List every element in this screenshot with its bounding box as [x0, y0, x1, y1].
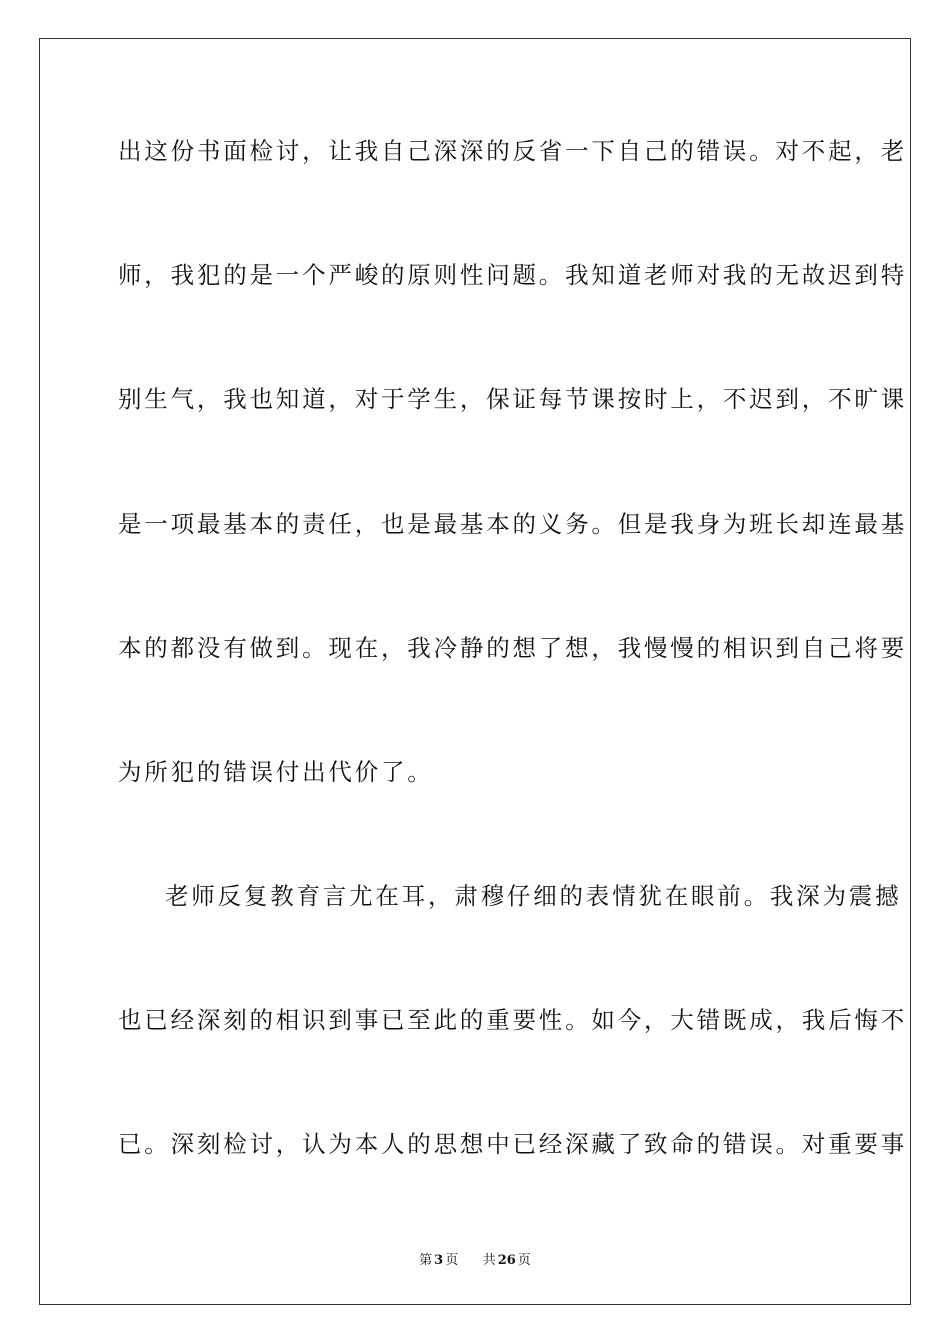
paragraph-first-line: 老师反复教育言尤在耳，肃穆仔细的表情犹在眼前。我深为震撼	[165, 882, 902, 910]
page-prefix: 第	[419, 1253, 433, 1268]
page-indicator	[417, 1253, 460, 1268]
text-line: 本的都没有做到。现在，我冷静的想了想，我慢慢的相识到自己将要	[118, 634, 907, 662]
page-footer	[0, 1249, 950, 1268]
total-prefix: 共	[482, 1253, 496, 1268]
text-line: 出这份书面检讨，让我自己深深的反省一下自己的错误。对不起，老	[118, 137, 907, 165]
total-pages: 26	[497, 1253, 516, 1268]
text-line: 师，我犯的是一个严峻的原则性问题。我知道老师对我的无故迟到特	[118, 261, 907, 289]
text-line: 已。深刻检讨，认为本人的思想中已经深藏了致命的错误。对重要事	[118, 1130, 907, 1158]
page-number: 3	[434, 1253, 444, 1268]
text-line: 别生气，我也知道，对于学生，保证每节课按时上，不迟到，不旷课	[118, 385, 907, 413]
page-frame	[39, 38, 911, 1305]
total-suffix: 页	[517, 1253, 531, 1268]
total-indicator	[481, 1253, 533, 1268]
page-suffix: 页	[445, 1253, 459, 1268]
text-line: 是一项最基本的责任，也是最基本的义务。但是我身为班长却连最基	[118, 510, 907, 538]
text-line: 为所犯的错误付出代价了。	[118, 758, 434, 786]
text-line: 也已经深刻的相识到事已至此的重要性。如今，大错既成，我后悔不	[118, 1006, 907, 1034]
